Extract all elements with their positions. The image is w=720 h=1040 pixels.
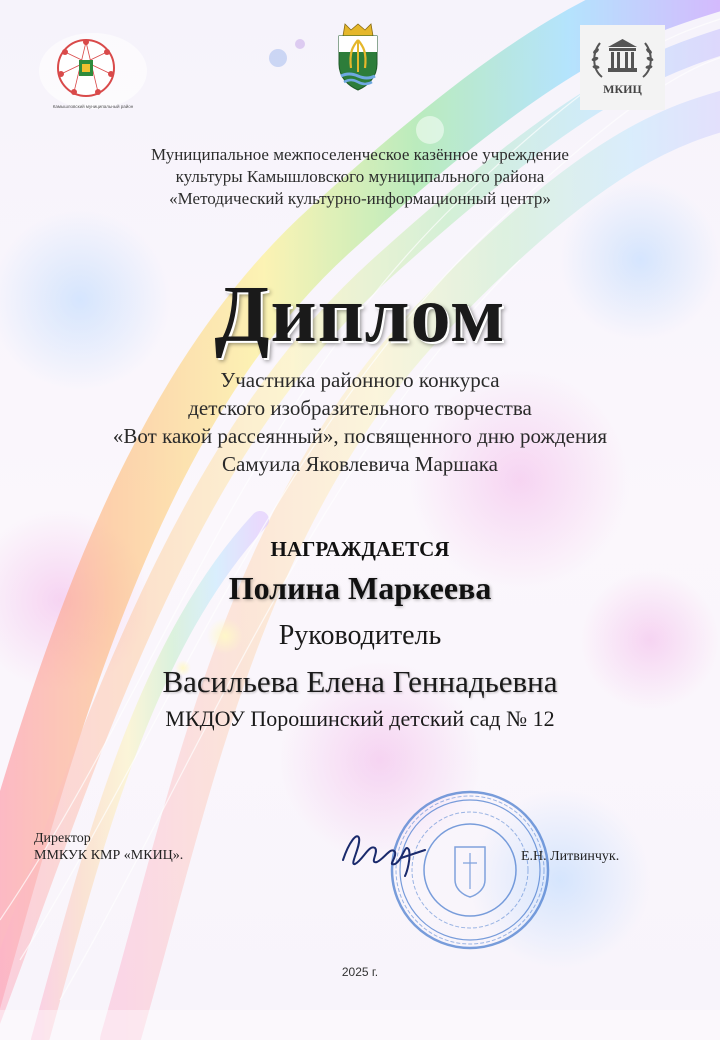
recipient-name: Полина Маркеева bbox=[228, 570, 492, 606]
signatory-position-line-1: Директор bbox=[34, 831, 91, 846]
organization-line-1: Муниципальное межпоселенческое казённое учреждение bbox=[151, 145, 569, 164]
leader-name: Васильева Елена Геннадьевна bbox=[162, 664, 558, 699]
signatory-position-line-2: ММКУК КМР «МКИЦ». bbox=[34, 848, 184, 863]
role-label: Руководитель bbox=[278, 620, 442, 651]
signatory-name: Е.Н. Литвинчук. bbox=[521, 849, 620, 864]
signatory-position bbox=[34, 830, 183, 864]
district-emblem-logo bbox=[38, 30, 148, 112]
handwritten-signature bbox=[335, 820, 445, 880]
diploma-title: Диплом bbox=[214, 271, 506, 359]
description-line-1: Участника районного конкурса bbox=[220, 368, 500, 392]
right-logo-caption: МКИЦ bbox=[603, 82, 642, 96]
mkic-logo bbox=[580, 25, 665, 110]
organization-line-3: «Методический культурно-информационный центр» bbox=[169, 189, 551, 208]
issue-year: 2025 г. bbox=[341, 965, 379, 979]
award-label: НАГРАЖДАЕТСЯ bbox=[270, 537, 450, 561]
description-line-4: Самуила Яковлевича Маршака bbox=[222, 452, 498, 476]
description-line-2: детского изобразительного творчества bbox=[188, 396, 532, 420]
coat-of-arms-icon bbox=[333, 22, 383, 92]
description-line-3: «Вот какой рассеянный», посвященного дню рождения bbox=[112, 424, 608, 448]
institution-name: МКДОУ Порошинский детский сад № 12 bbox=[165, 706, 555, 731]
organization-line-2: культуры Камышловского муниципального района bbox=[175, 167, 545, 186]
left-logo-caption: Камышловский муниципальный район bbox=[52, 104, 134, 109]
